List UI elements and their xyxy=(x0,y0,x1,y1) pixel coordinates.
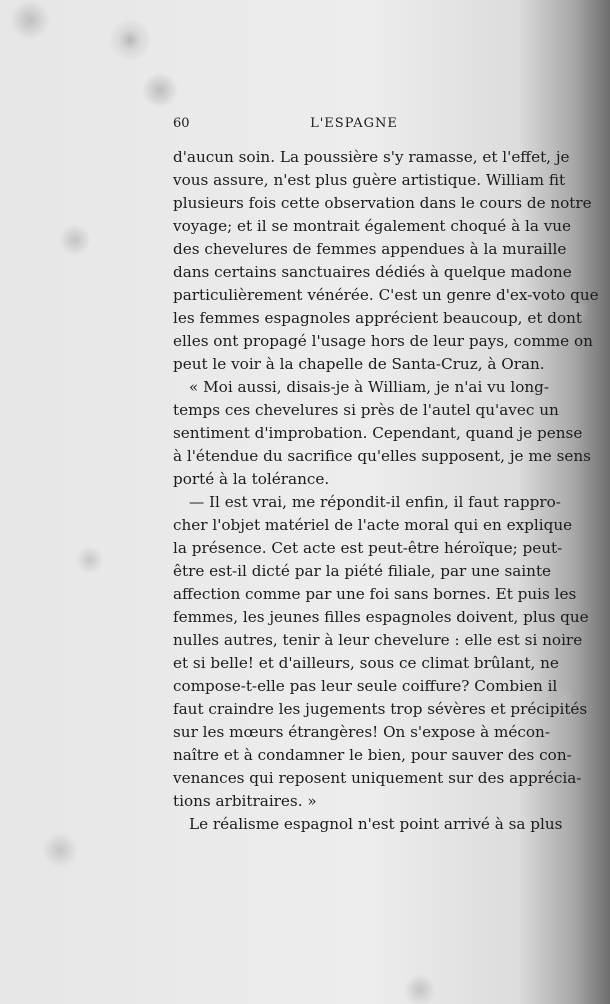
text-line: à l'étendue du sacrifice qu'elles supposent, je me sens xyxy=(173,447,591,465)
text-line: faut craindre les jugements trop sévères et précipités xyxy=(173,700,588,718)
text-line: femmes, les jeunes filles espagnoles doivent, plus que xyxy=(173,608,589,626)
text-line: elles ont propagé l'usage hors de leur pays, comme on xyxy=(173,332,593,350)
text-line: les femmes espagnoles apprécient beaucoup, et dont xyxy=(173,309,582,327)
text-line: temps ces chevelures si près de l'autel qu'avec un xyxy=(173,401,559,419)
page-number: 60 xyxy=(173,116,190,131)
body-text xyxy=(173,146,599,836)
text-line: et si belle! et d'ailleurs, sous ce climat brûlant, ne xyxy=(173,654,559,672)
text-line: peut le voir à la chapelle de Santa-Cruz, à Oran. xyxy=(173,355,545,373)
text-line: naître et à condamner le bien, pour sauver des con- xyxy=(173,746,572,764)
text-line: Le réalisme espagnol n'est point arrivé à sa plus xyxy=(189,815,563,833)
text-line: particulièrement vénérée. C'est un genre d'ex-voto que xyxy=(173,286,599,304)
text-line: cher l'objet matériel de l'acte moral qui en explique xyxy=(173,516,573,534)
text-line: des chevelures de femmes appendues à la muraille xyxy=(173,240,567,258)
text-line: affection comme par une foi sans bornes. Et puis les xyxy=(173,585,577,603)
text-line: — Il est vrai, me répondit-il enfin, il faut rappro- xyxy=(189,493,561,511)
text-line: dans certains sanctuaires dédiés à quelque madone xyxy=(173,263,572,281)
page-header xyxy=(173,116,535,136)
text-line: la présence. Cet acte est peut-être héroïque; peut- xyxy=(173,539,563,557)
text-line: compose-t-elle pas leur seule coiffure? Combien il xyxy=(173,677,558,695)
text-line: sentiment d'improbation. Cependant, quand je pense xyxy=(173,424,583,442)
text-line: plusieurs fois cette observation dans le cours de notre xyxy=(173,194,592,212)
text-line: voyage; et il se montrait également choqué à la vue xyxy=(173,217,572,235)
text-line: d'aucun soin. La poussière s'y ramasse, et l'effet, je xyxy=(173,148,570,166)
text-line: être est-il dicté par la piété filiale, par une sainte xyxy=(173,562,552,580)
text-line: « Moi aussi, disais-je à William, je n'ai vu long- xyxy=(189,378,549,396)
text-line: nulles autres, tenir à leur chevelure : elle est si noire xyxy=(173,631,583,649)
text-line: porté à la tolérance. xyxy=(173,470,330,488)
text-line: tions arbitraires. » xyxy=(173,792,317,810)
text-line: venances qui reposent uniquement sur des apprécia- xyxy=(173,769,582,787)
text-line: sur les mœurs étrangères! On s'expose à mécon- xyxy=(173,723,550,741)
running-title: L'ESPAGNE xyxy=(310,116,398,131)
text-line: vous assure, n'est plus guère artistique. William fit xyxy=(173,171,566,189)
